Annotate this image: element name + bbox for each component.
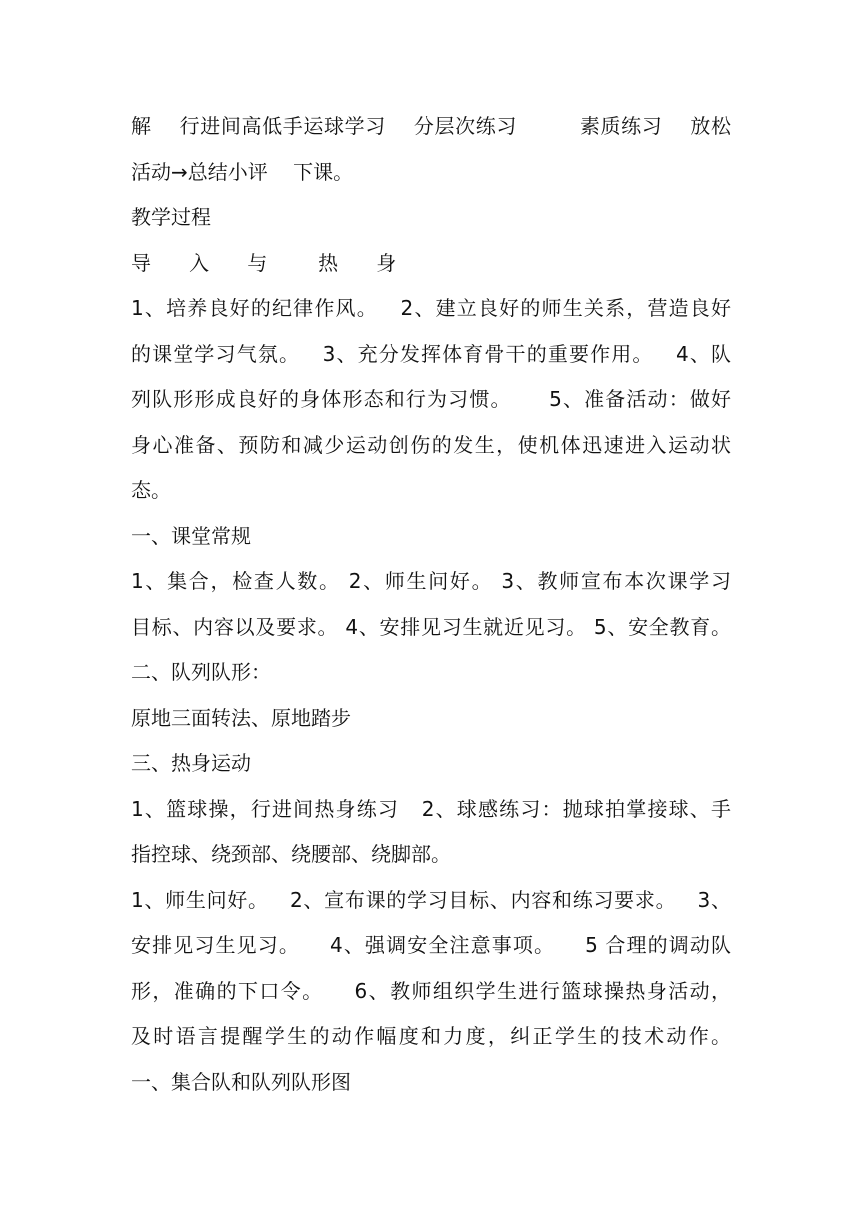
text-line-20: 形，准确的下口令。 6、教师组织学生进行篮球操热身活动， (131, 978, 731, 1003)
section-heading-formation: 二、队列队形： (131, 660, 271, 684)
text-line-18: 1、师生问好。 2、宣布课的学习目标、内容和练习要求。 3、 (131, 887, 731, 912)
text-line-2: 活动→总结小评 下课。 (131, 159, 354, 184)
text-line-16: 1、篮球操，行进间热身练习 2、球感练习：抛球拍掌接球、手 (131, 796, 731, 821)
text-line-6: 的课堂学习气氛。 3、充分发挥体育骨干的重要作用。 4、队 (131, 341, 731, 366)
section-heading-warmup: 三、热身运动 (131, 751, 251, 775)
text-line-14: 原地三面转法、原地踏步 (131, 705, 351, 730)
text-line-8: 身心准备、预防和减少运动创伤的发生，使机体迅速进入运动状 (131, 432, 731, 457)
text-line-19: 安排见习生见习。 4、强调安全注意事项。 5 合理的调动队 (131, 933, 731, 957)
text-line-21: 及时语言提醒学生的动作幅度和力度，纠正学生的技术动作。 (131, 1024, 731, 1048)
text-line-5: 1、培养良好的纪律作风。 2、建立良好的师生关系，营造良好 (131, 296, 731, 320)
section-heading-teaching-process: 教学过程 (131, 205, 211, 229)
text-line-11: 1、集合，检查人数。 2、师生问好。 3、教师宣布本次课学习 (131, 569, 731, 593)
document-body (131, 104, 731, 1105)
section-heading-class-routine: 一、课堂常规 (131, 523, 251, 548)
section-heading-intro-warmup: 导 入 与 热 身 (131, 250, 397, 275)
text-line-1: 解 行进间高低手运球学习 分层次练习 素质练习 放松 (131, 114, 731, 138)
text-line-9: 态。 (131, 478, 171, 502)
section-heading-formation-diagram: 一、集合队和队列队形图 (131, 1069, 351, 1094)
text-line-7: 列队形形成良好的身体形态和行为习惯。 5、准备活动：做好 (131, 387, 731, 411)
text-line-12: 目标、内容以及要求。 4、安排见习生就近见习。 5、安全教育。 (131, 614, 731, 639)
text-line-17: 指控球、绕颈部、绕腰部、绕脚部。 (131, 842, 451, 866)
